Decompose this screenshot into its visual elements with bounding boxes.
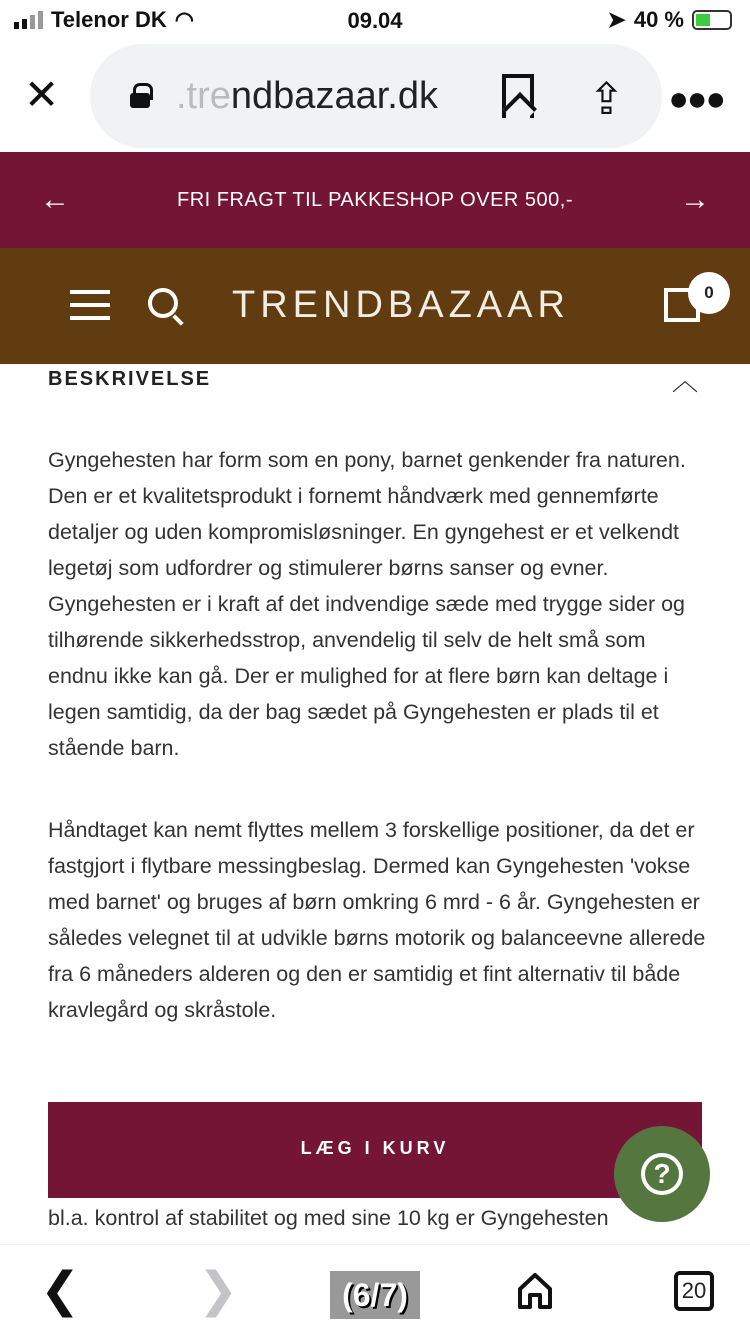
browser-toolbar bbox=[0, 1244, 750, 1334]
share-icon[interactable]: ⇪ bbox=[588, 75, 625, 124]
arrow-left-icon[interactable]: ← bbox=[40, 183, 70, 216]
logo[interactable]: TRENDBAZAAR bbox=[232, 284, 570, 326]
search-icon[interactable] bbox=[148, 288, 178, 318]
home-icon[interactable] bbox=[516, 1271, 554, 1311]
page-counter: (6/7) bbox=[330, 1271, 420, 1319]
paragraph: Gyngehesten har form som en pony, barnet genkender fra naturen. Den er et kvalitetsprodukt i fornemt håndværk med gennemførte detaljer og uden kompromisløsninger. En gyngehest er et velkendt legetøj som udfordrer og stimulerer børns sanser og evner. Gyngehesten er i kraft af det indvendige sæde med trygge sider og tilhørende sikkerhedsstrop, anvendelig til selv de helt små som endnu ikke kan gå. Der er mulighed for at flere børn kan deltage i legen samtidig, da der bag sædet på Gyngehesten er plads til et stående barn. bbox=[48, 448, 686, 760]
carrier: Telenor DK bbox=[51, 7, 167, 32]
menu-icon[interactable] bbox=[70, 290, 110, 320]
paragraph: Håndtaget kan nemt flyttes mellem 3 forskellige positioner, da det er fastgjort i flytbare messingbeslag. Dermed kan Gyngehesten 'vokse med barnet' og bruges af børn omkring 6 mrd - 6 år. Gyngehesten er således velegnet til at udvikle børns motorik og balanceevne allerede fra 6 måneders alderen og den er samtidig et fint alternativ til både kravlegård og skråstole. bbox=[48, 818, 706, 1022]
description bbox=[48, 364, 708, 1028]
address-bar[interactable] bbox=[90, 44, 662, 148]
add-to-cart-button[interactable]: LÆG I KURV bbox=[48, 1102, 702, 1198]
description-toggle[interactable] bbox=[48, 364, 708, 394]
promo-text: FRI FRAGT TIL PAKKESHOP OVER 500,- bbox=[176, 188, 573, 211]
url-prefix: .tre bbox=[176, 74, 231, 117]
location-icon: ➤ bbox=[607, 7, 626, 32]
back-icon[interactable]: ❮ bbox=[40, 1264, 81, 1317]
wifi-icon: ◠ bbox=[174, 7, 194, 32]
chevron-up-icon: ︿ bbox=[671, 365, 698, 396]
battery-percent: 40 % bbox=[633, 7, 684, 32]
clock: 09.04 bbox=[347, 8, 403, 33]
section-title: BESKRIVELSE bbox=[48, 367, 212, 390]
promo-banner bbox=[0, 152, 750, 248]
arrow-right-icon[interactable]: → bbox=[679, 183, 710, 216]
battery-icon bbox=[692, 10, 732, 30]
status-bar bbox=[0, 0, 750, 40]
site-header bbox=[0, 248, 750, 364]
lock-icon bbox=[130, 83, 150, 109]
browser-bar bbox=[0, 40, 750, 152]
url-domain: ndbazaar.dk bbox=[230, 74, 438, 117]
close-icon[interactable]: ✕ bbox=[24, 71, 60, 118]
help-button[interactable] bbox=[614, 1126, 710, 1222]
help-icon: ? bbox=[641, 1153, 683, 1195]
cart-count-badge: 0 bbox=[688, 272, 730, 314]
more-icon[interactable]: ●●● bbox=[668, 80, 724, 118]
tabs-button[interactable]: 20 bbox=[674, 1271, 714, 1311]
bookmark-icon[interactable] bbox=[502, 74, 534, 118]
url-text[interactable] bbox=[176, 75, 438, 118]
paragraph-partial: bl.a. kontrol af stabilitet og med sine 10 kg er Gyngehesten bbox=[48, 1206, 609, 1230]
forward-icon[interactable]: ❯ bbox=[198, 1264, 239, 1317]
